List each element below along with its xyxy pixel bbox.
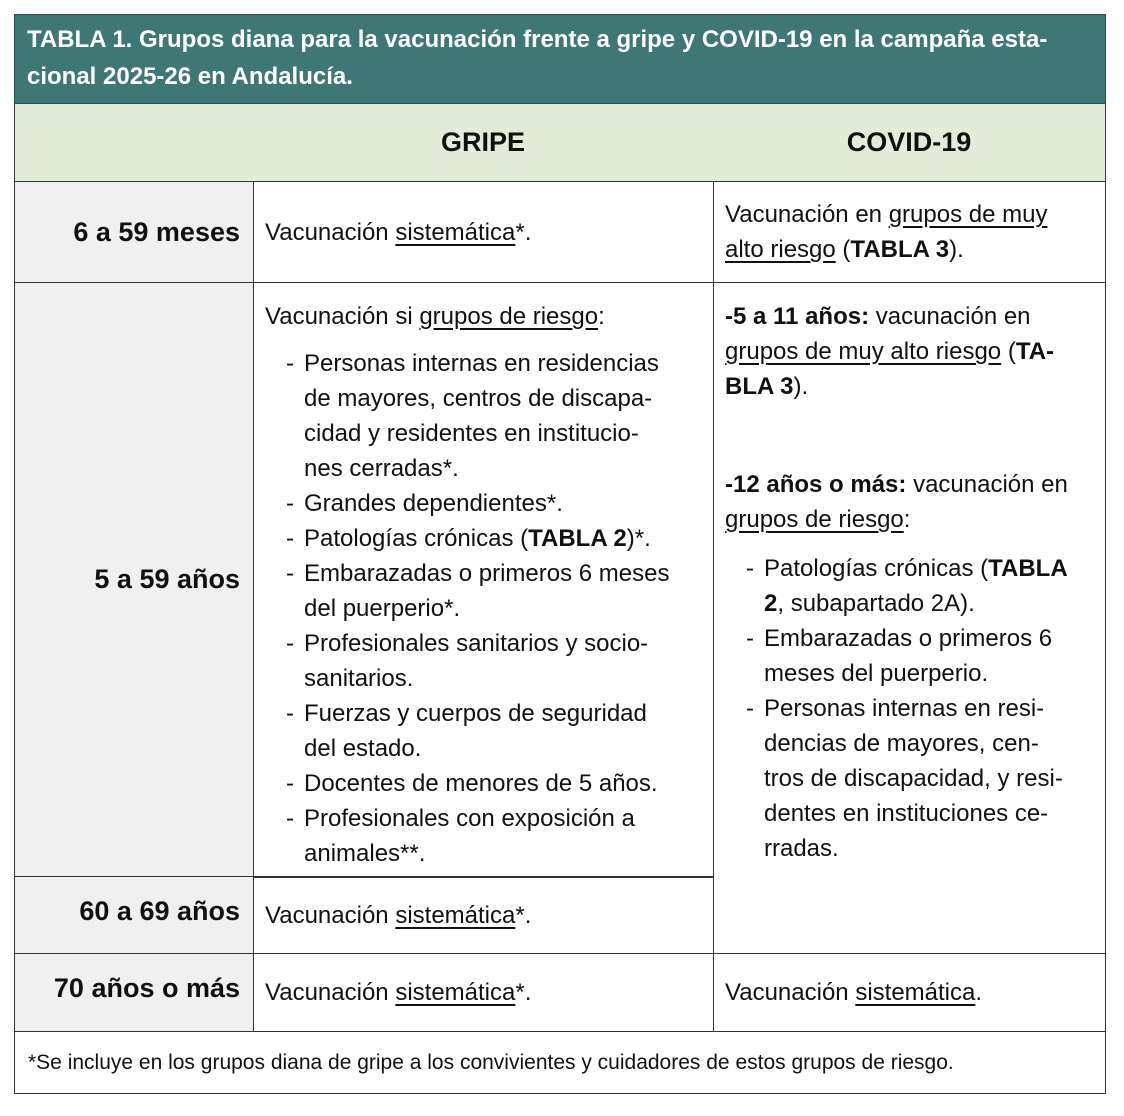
link-alto-riesgo[interactable]: alto riesgo (725, 236, 836, 263)
gripe-text: Vacunación sistemática*. (265, 218, 532, 246)
link-grupos-de-riesgo[interactable]: grupos de riesgo (725, 506, 904, 533)
covid-risk-group-list (725, 551, 1093, 866)
age-cell-6-59-months (14, 182, 254, 283)
covid-cell-70-plus (713, 954, 1106, 1032)
covid-text: Vacunación en grupos de muy alto riesgo (TABLA 3). (725, 201, 1048, 263)
header-gripe (253, 104, 714, 182)
list-item: - Fuerzas y cuerpos de seguridad del estado. (286, 700, 647, 762)
age-cell-5-59-years (14, 283, 254, 877)
gripe-cell-60-69-years (253, 877, 714, 954)
covid-12-plus-block: -12 años o más: vacunación en grupos de riesgo: - Patologías crónicas (TABLA 2, subapartado 2A). - Embarazadas o primeros 6 meses del puerperio. - Personas internas en resi- dencias de mayores, cen- tros de discapacidad, y resi- dentes en instituciones ce- rradas. (725, 467, 1093, 866)
header-covid-label: COVID-19 (846, 127, 972, 157)
link-grupos-de-riesgo[interactable]: grupos de riesgo (419, 303, 599, 330)
age-cell-70-plus (14, 954, 254, 1032)
gripe-risk-group-list (265, 346, 701, 871)
link-sistematica[interactable]: sistemática (395, 218, 516, 246)
covid-cell-6-59-months (713, 182, 1106, 283)
list-item: - Profesionales con exposición a animales**. (286, 805, 635, 867)
list-item: - Embarazadas o primeros 6 meses del puerperio*. (286, 560, 670, 622)
link-sistematica[interactable]: sistemática (395, 902, 516, 929)
vaccination-table (14, 14, 1106, 1094)
gripe-text: Vacunación sistemática*. (265, 979, 532, 1006)
header-empty-cell (14, 104, 254, 182)
list-item: - Patologías crónicas (TABLA 2, subapartado 2A). (746, 555, 1068, 617)
footnote-text: *Se incluye en los grupos diana de gripe a los convivientes y cuidadores de estos grupos de riesgo. (28, 1050, 954, 1074)
covid-cell-5-69-years (713, 283, 1106, 954)
list-item: - Personas internas en residencias de mayores, centros de discapa- cidad y residentes en institucio- nes cerradas*. (286, 350, 659, 482)
table-title-line1: TABLA 1. Grupos diana para la vacunación frente a gripe y COVID-19 en la campaña esta- (27, 26, 1048, 53)
link-grupos-muy-alto-riesgo[interactable]: grupos de muy (888, 201, 1048, 228)
link-sistematica[interactable]: sistemática (395, 979, 516, 1006)
age-label: 70 años o más (53, 973, 240, 1003)
gripe-cell-6-59-months (253, 182, 714, 283)
table-footnote (14, 1032, 1106, 1094)
covid-5-11-block: -5 a 11 años: vacunación en grupos de muy alto riesgo (TA- BLA 3). (725, 303, 1055, 400)
table-title (14, 14, 1106, 104)
age-label: 6 a 59 meses (73, 216, 240, 247)
age-cell-60-69-years (14, 877, 254, 954)
link-sistematica[interactable]: sistemática (855, 979, 976, 1006)
covid-text: Vacunación sistemática. (725, 979, 983, 1006)
age-label: 5 a 59 años (94, 564, 240, 594)
list-item: - Grandes dependientes*. (286, 490, 563, 517)
header-covid (713, 104, 1106, 182)
list-item: - Profesionales sanitarios y socio- sanitarios. (286, 630, 649, 692)
gripe-intro: Vacunación si grupos de riesgo: (265, 303, 605, 330)
table-title-line2: cional 2025-26 en Andalucía. (27, 63, 353, 90)
link-grupos-muy-alto-riesgo[interactable]: grupos de muy alto riesgo (725, 338, 1002, 365)
list-item: - Personas internas en resi- dencias de mayores, cen- tros de discapacidad, y resi- dentes en instituciones ce- rradas. (746, 695, 1063, 862)
list-item: - Embarazadas o primeros 6 meses del puerperio. (746, 625, 1053, 687)
age-label: 60 a 69 años (79, 895, 240, 926)
list-item: - Docentes de menores de 5 años. (286, 770, 658, 797)
list-item: - Patologías crónicas (TABLA 2)*. (286, 525, 651, 552)
gripe-text: Vacunación sistemática*. (265, 902, 532, 929)
header-gripe-label: GRIPE (440, 127, 526, 157)
gripe-cell-5-59-years (253, 283, 714, 877)
gripe-cell-70-plus (253, 954, 714, 1032)
